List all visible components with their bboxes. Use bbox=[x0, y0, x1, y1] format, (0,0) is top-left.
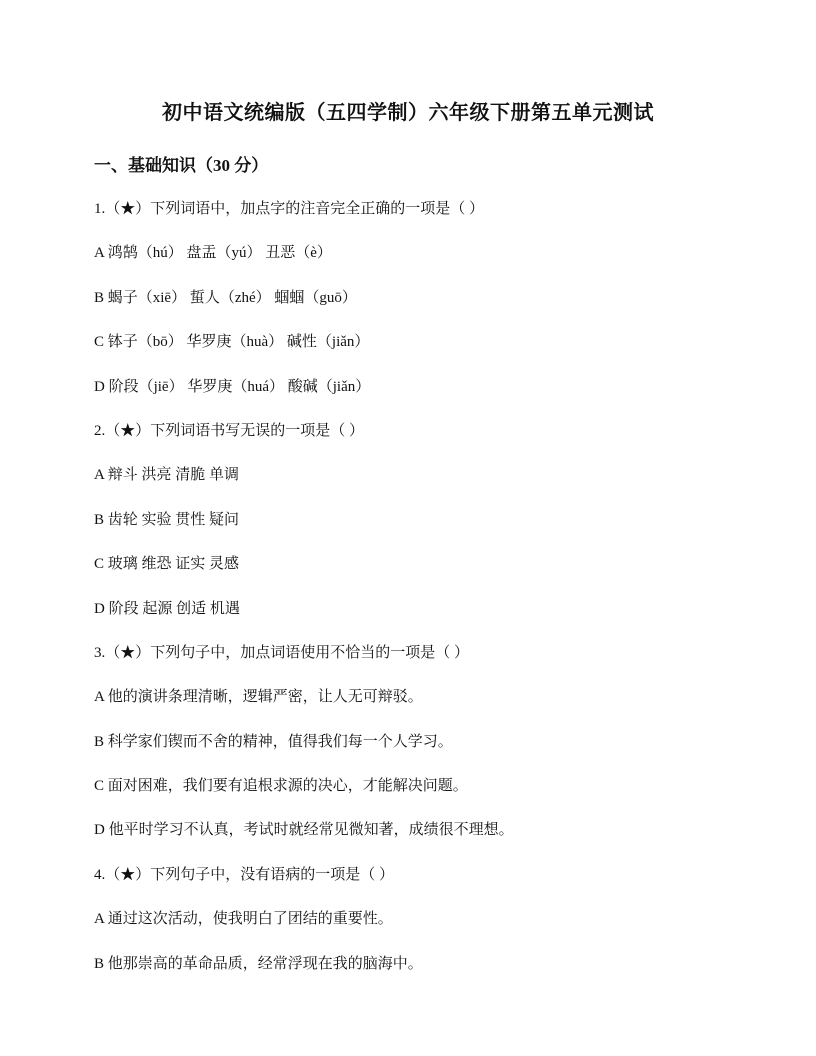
question-1-option-a: A 鸿鹄（hú） 盘盂（yú） 丑恶（è） bbox=[94, 245, 332, 262]
question-4-stem: 4.（★）下列句子中，没有语病的一项是（ ） bbox=[94, 866, 395, 883]
question-3-stem: 3.（★）下列句子中，加点词语使用不恰当的一项是（ ） bbox=[94, 644, 470, 661]
question-2-option-a: A 辩斗 洪亮 清脆 单调 bbox=[94, 467, 240, 484]
document-title: 初中语文统编版（五四学制）六年级下册第五单元测试 bbox=[162, 102, 654, 124]
question-2-option-c: C 玻璃 维恐 证实 灵感 bbox=[94, 556, 240, 573]
question-3-option-c: C 面对困难，我们要有追根求源的决心，才能解决问题。 bbox=[94, 778, 468, 795]
question-1-option-d: D 阶段（jiē） 华罗庚（huá） 酸碱（jiǎn） bbox=[94, 378, 371, 395]
question-2-option-d: D 阶段 起源 创适 机遇 bbox=[94, 600, 240, 617]
question-1-option-c: C 钵子（bō） 华罗庚（huà） 碱性（jiǎn） bbox=[94, 334, 370, 351]
section-heading: 一、基础知识（30 分） bbox=[94, 156, 269, 175]
question-1-stem: 1.（★）下列词语中，加点字的注音完全正确的一项是（ ） bbox=[94, 201, 485, 217]
question-2-stem: 2.（★）下列词语书写无误的一项是（ ） bbox=[94, 422, 365, 439]
question-1-option-b: B 蝎子（xiē） 蜇人（zhé） 蝈蝈（guō） bbox=[94, 289, 357, 306]
question-list bbox=[94, 196, 514, 995]
question-2-option-b: B 齿轮 实验 贯性 疑问 bbox=[94, 511, 240, 528]
question-4-option-a: A 通过这次活动，使我明白了团结的重要性。 bbox=[94, 911, 393, 928]
question-3-option-b: B 科学家们锲而不舍的精神，值得我们每一个人学习。 bbox=[94, 733, 453, 750]
question-3-option-a: A 他的演讲条理清晰，逻辑严密，让人无可辩驳。 bbox=[94, 689, 423, 706]
question-4-option-b: B 他那崇高的革命品质，经常浮现在我的脑海中。 bbox=[94, 955, 423, 972]
question-3-option-d: D 他平时学习不认真，考试时就经常见微知著，成绩很不理想。 bbox=[94, 822, 514, 839]
